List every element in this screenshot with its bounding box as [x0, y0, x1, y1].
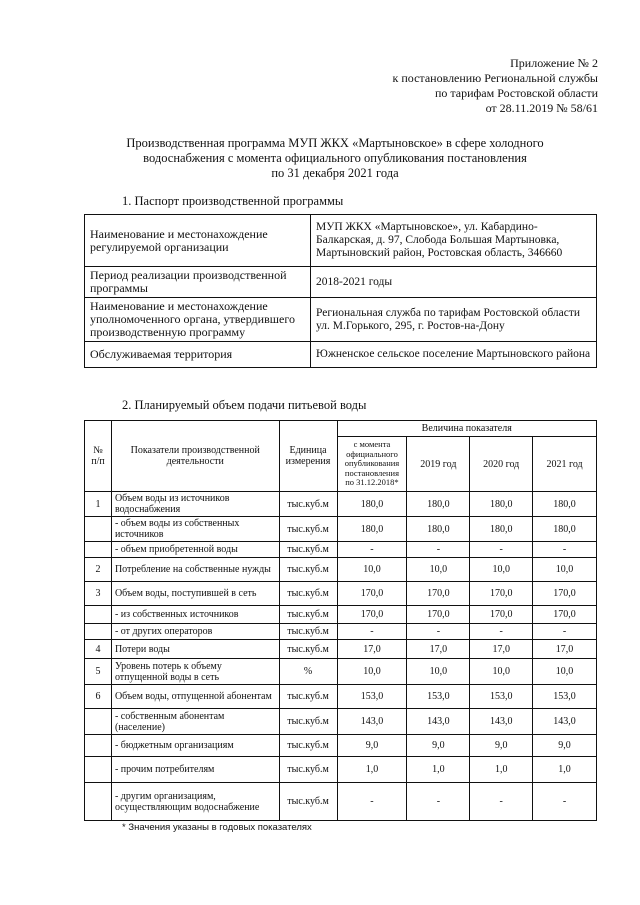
- value-2020: -: [470, 542, 533, 558]
- value-2021: 1,0: [533, 757, 597, 783]
- value-2021: 9,0: [533, 735, 597, 757]
- header-value-group: Величина показателя: [337, 421, 597, 437]
- value-2020: 180,0: [470, 517, 533, 542]
- value-2020: 143,0: [470, 709, 533, 735]
- header-2021: 2021 год: [533, 437, 597, 492]
- table-row: [85, 640, 597, 659]
- table-row: [85, 542, 597, 558]
- value-2020: 170,0: [470, 582, 533, 606]
- value-2020: 9,0: [470, 735, 533, 757]
- title-line-2: водоснабжения с момента официального опубликования постановления: [143, 151, 527, 165]
- row-num: 2: [85, 558, 112, 582]
- row-unit: тыс.куб.м: [279, 783, 337, 821]
- table-row: [85, 606, 597, 624]
- table-row: [85, 267, 597, 298]
- table-row: [85, 517, 597, 542]
- table-row: [85, 757, 597, 783]
- row-name: - прочим потребителям: [111, 757, 279, 783]
- appendix-line-4: от 28.11.2019 № 58/61: [485, 101, 598, 115]
- appendix-block: [393, 56, 598, 116]
- value-2019: 180,0: [407, 517, 470, 542]
- header-2019: 2019 год: [407, 437, 470, 492]
- value-2018: 10,0: [337, 558, 407, 582]
- value-2021: 170,0: [533, 582, 597, 606]
- row-unit: тыс.куб.м: [279, 640, 337, 659]
- value-2018: -: [337, 624, 407, 640]
- row-unit: тыс.куб.м: [279, 558, 337, 582]
- value-2018: 180,0: [337, 492, 407, 517]
- row-name: Уровень потерь к объему отпущенной воды в сеть: [111, 659, 279, 685]
- row-unit: тыс.куб.м: [279, 606, 337, 624]
- row-num: [85, 757, 112, 783]
- value-2021: 10,0: [533, 558, 597, 582]
- value-2018: 153,0: [337, 685, 407, 709]
- appendix-line-1: Приложение № 2: [510, 56, 598, 70]
- value-2021: 143,0: [533, 709, 597, 735]
- value-2018: -: [337, 783, 407, 821]
- footnote: * Значения указаны в годовых показателях: [122, 822, 312, 833]
- table-row: [85, 342, 597, 368]
- row-unit: тыс.куб.м: [279, 624, 337, 640]
- row-unit: %: [279, 659, 337, 685]
- row-name: - собственным абонентам (население): [111, 709, 279, 735]
- document-title: [70, 136, 600, 181]
- row-name: - другим организациям, осуществляющим водоснабжение: [111, 783, 279, 821]
- row-num: 6: [85, 685, 112, 709]
- value-2020: -: [470, 783, 533, 821]
- value-2020: 180,0: [470, 492, 533, 517]
- value-2019: 1,0: [407, 757, 470, 783]
- passport-table: [84, 214, 597, 368]
- table-row: [85, 685, 597, 709]
- header-num: № п/п: [85, 421, 112, 492]
- passport-value: МУП ЖКХ «Мартыновское», ул. Кабардино-Балкарская, д. 97, Слобода Большая Мартыновка, Мартыновский район, Ростовская область, 346660: [311, 215, 597, 267]
- table-header-row: [85, 421, 597, 437]
- value-2021: 170,0: [533, 606, 597, 624]
- row-name: - от других операторов: [111, 624, 279, 640]
- value-2021: 180,0: [533, 517, 597, 542]
- value-2018: 180,0: [337, 517, 407, 542]
- row-num: 4: [85, 640, 112, 659]
- value-2019: 9,0: [407, 735, 470, 757]
- value-2020: -: [470, 624, 533, 640]
- row-name: - бюджетным организациям: [111, 735, 279, 757]
- row-name: Объем воды из источников водоснабжения: [111, 492, 279, 517]
- row-unit: тыс.куб.м: [279, 735, 337, 757]
- table-row: [85, 624, 597, 640]
- value-2020: 10,0: [470, 558, 533, 582]
- row-name: Потребление на собственные нужды: [111, 558, 279, 582]
- row-num: [85, 783, 112, 821]
- table-row: [85, 709, 597, 735]
- row-unit: тыс.куб.м: [279, 685, 337, 709]
- table-row: [85, 582, 597, 606]
- appendix-line-3: по тарифам Ростовской области: [434, 86, 598, 100]
- row-unit: тыс.куб.м: [279, 517, 337, 542]
- row-num: [85, 542, 112, 558]
- value-2020: 17,0: [470, 640, 533, 659]
- value-2019: 10,0: [407, 659, 470, 685]
- row-unit: тыс.куб.м: [279, 582, 337, 606]
- value-2019: 170,0: [407, 582, 470, 606]
- volume-table: [84, 420, 597, 821]
- value-2019: 10,0: [407, 558, 470, 582]
- row-num: [85, 735, 112, 757]
- row-num: 5: [85, 659, 112, 685]
- value-2021: 10,0: [533, 659, 597, 685]
- passport-value: Региональная служба по тарифам Ростовской области ул. М.Горького, 295, г. Ростов-на-Дону: [311, 298, 597, 342]
- value-2020: 10,0: [470, 659, 533, 685]
- value-2018: 17,0: [337, 640, 407, 659]
- value-2020: 153,0: [470, 685, 533, 709]
- passport-value: 2018-2021 годы: [311, 267, 597, 298]
- value-2019: 180,0: [407, 492, 470, 517]
- value-2020: 170,0: [470, 606, 533, 624]
- row-num: [85, 624, 112, 640]
- value-2018: 1,0: [337, 757, 407, 783]
- table-row: [85, 492, 597, 517]
- row-num: [85, 517, 112, 542]
- passport-label: Период реализации производственной программы: [85, 267, 311, 298]
- value-2018: 10,0: [337, 659, 407, 685]
- value-2021: 153,0: [533, 685, 597, 709]
- row-num: 1: [85, 492, 112, 517]
- value-2018: 170,0: [337, 582, 407, 606]
- table-row: [85, 783, 597, 821]
- section-2-heading: 2. Планируемый объем подачи питьевой воды: [122, 398, 367, 412]
- section-1-heading: 1. Паспорт производственной программы: [122, 194, 344, 208]
- row-num: [85, 606, 112, 624]
- value-2021: -: [533, 783, 597, 821]
- value-2019: 17,0: [407, 640, 470, 659]
- header-indicator: Показатели производственной деятельности: [111, 421, 279, 492]
- value-2020: 1,0: [470, 757, 533, 783]
- value-2019: 153,0: [407, 685, 470, 709]
- value-2019: -: [407, 783, 470, 821]
- value-2021: -: [533, 624, 597, 640]
- table-row: [85, 735, 597, 757]
- passport-label: Наименование и местонахождение регулируемой организации: [85, 215, 311, 267]
- value-2021: 180,0: [533, 492, 597, 517]
- value-2019: -: [407, 624, 470, 640]
- row-name: Потери воды: [111, 640, 279, 659]
- row-name: - объем воды из собственных источников: [111, 517, 279, 542]
- table-row: [85, 659, 597, 685]
- title-line-3: по 31 декабря 2021 года: [271, 166, 399, 180]
- appendix-line-2: к постановлению Региональной службы: [392, 71, 598, 85]
- value-2021: -: [533, 542, 597, 558]
- row-name: - из собственных источников: [111, 606, 279, 624]
- value-2018: 9,0: [337, 735, 407, 757]
- passport-label: Обслуживаемая территория: [85, 342, 311, 368]
- table-row: [85, 298, 597, 342]
- passport-label: Наименование и местонахождение уполномоченного органа, утвердившего производственную программу: [85, 298, 311, 342]
- row-num: 3: [85, 582, 112, 606]
- title-line-1: Производственная программа МУП ЖКХ «Мартыновское» в сфере холодного: [126, 136, 544, 150]
- row-unit: тыс.куб.м: [279, 542, 337, 558]
- value-2018: 170,0: [337, 606, 407, 624]
- row-num: [85, 709, 112, 735]
- value-2019: -: [407, 542, 470, 558]
- passport-value: Южненское сельское поселение Мартыновского района: [311, 342, 597, 368]
- row-name: - объем приобретенной воды: [111, 542, 279, 558]
- row-unit: тыс.куб.м: [279, 492, 337, 517]
- header-period-2018: с момента официального опубликования постановления по 31.12.2018*: [337, 437, 407, 492]
- header-unit: Единица измерения: [279, 421, 337, 492]
- value-2019: 143,0: [407, 709, 470, 735]
- value-2021: 17,0: [533, 640, 597, 659]
- header-2020: 2020 год: [470, 437, 533, 492]
- row-unit: тыс.куб.м: [279, 757, 337, 783]
- table-row: [85, 215, 597, 267]
- value-2019: 170,0: [407, 606, 470, 624]
- value-2018: -: [337, 542, 407, 558]
- row-name: Объем воды, отпущенной абонентам: [111, 685, 279, 709]
- value-2018: 143,0: [337, 709, 407, 735]
- row-unit: тыс.куб.м: [279, 709, 337, 735]
- row-name: Объем воды, поступившей в сеть: [111, 582, 279, 606]
- table-row: [85, 558, 597, 582]
